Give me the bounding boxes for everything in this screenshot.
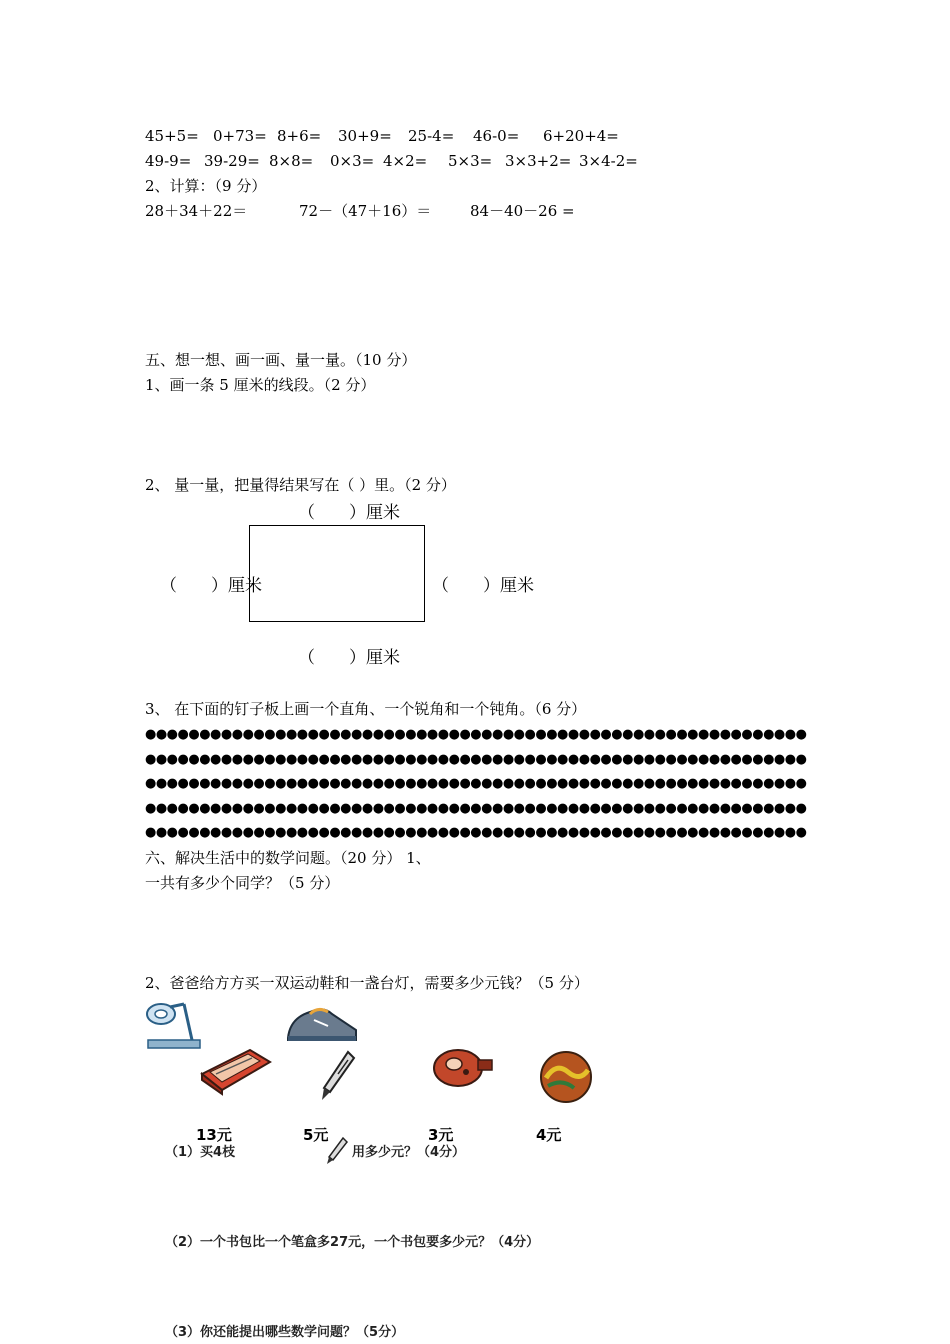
oral-item: 25-4= — [408, 127, 455, 145]
pencil-case-image — [196, 1046, 274, 1096]
oral-item: 8+6= — [277, 127, 322, 145]
sharpener-image — [428, 1044, 496, 1090]
pegboard-row: ●●●●●●●●●●●●●●●●●●●●●●●●●●●●●●●●●●●●●●●●●●●●●●●●●●●●●●●●●●●●● — [145, 752, 807, 767]
oral-item: 45+5= — [145, 127, 199, 145]
calc-item: 84－40－26 = — [470, 202, 575, 220]
section6-title: 六、解决生活中的数学问题。（20 分） 1、 — [145, 849, 431, 867]
calc-item: 72－（47＋16）＝ — [299, 202, 432, 220]
sub-question-3: （3）你还能提出哪些数学问题？（5分） — [165, 1325, 405, 1340]
oral-item: 0+73= — [213, 127, 267, 145]
sub-question-1-start: （1）买4枝 — [165, 1145, 236, 1160]
measure-label-left: （ ）厘米 — [160, 576, 262, 596]
price-eraser: 4元 — [536, 1126, 562, 1144]
calc-item: 28＋34＋22＝ — [145, 202, 248, 220]
oral-item: 39-29= — [204, 152, 260, 170]
pen-image — [318, 1048, 358, 1104]
pegboard-row: ●●●●●●●●●●●●●●●●●●●●●●●●●●●●●●●●●●●●●●●●●●●●●●●●●●●●●●●●●●●●● — [145, 801, 807, 816]
measure-label-top: （ ）厘米 — [298, 503, 400, 523]
oral-item: 46-0= — [473, 127, 520, 145]
small-pen-icon — [325, 1136, 349, 1166]
eraser-image — [534, 1050, 598, 1104]
sub-question-1-end: 用多少元？（4分） — [352, 1145, 466, 1160]
price-pen: 5元 — [303, 1126, 329, 1144]
oral-item: 49-9= — [145, 152, 192, 170]
oral-item: 3×3+2= — [505, 152, 572, 170]
price-pencil-case: 13元 — [196, 1126, 232, 1144]
question-5-3: 3、 在下面的钉子板上画一个直角、一个锐角和一个钝角。（6 分） — [145, 700, 587, 718]
desk-lamp-image — [144, 996, 202, 1052]
calc-title: 2、计算：（9 分） — [145, 177, 267, 195]
pegboard-row: ●●●●●●●●●●●●●●●●●●●●●●●●●●●●●●●●●●●●●●●●●●●●●●●●●●●●●●●●●●●●● — [145, 776, 807, 791]
pegboard-row: ●●●●●●●●●●●●●●●●●●●●●●●●●●●●●●●●●●●●●●●●●●●●●●●●●●●●●●●●●●●●● — [145, 825, 807, 840]
question-5-1: 1、画一条 5 厘米的线段。（2 分） — [145, 376, 376, 394]
oral-item: 4×2= — [383, 152, 428, 170]
oral-item: 8×8= — [269, 152, 314, 170]
oral-item: 30+9= — [338, 127, 392, 145]
sub-question-2: （2）一个书包比一个笔盒多27元，一个书包要多少元？（4分） — [165, 1235, 540, 1250]
section5-title: 五、想一想、画一画、量一量。（10 分） — [145, 351, 417, 369]
measure-rectangle — [249, 525, 425, 622]
question-6-2: 2、爸爸给方方买一双运动鞋和一盏台灯，需要多少元钱？（5 分） — [145, 974, 589, 992]
question-6-1: 一共有多少个同学？（5 分） — [145, 874, 340, 892]
oral-item: 6+20+4= — [543, 127, 619, 145]
measure-label-bottom: （ ）厘米 — [298, 648, 400, 668]
oral-item: 3×4-2= — [579, 152, 638, 170]
oral-item: 5×3= — [448, 152, 493, 170]
oral-item: 0×3= — [330, 152, 375, 170]
question-5-2: 2、 量一量，把量得结果写在（ ）里。（2 分） — [145, 476, 456, 494]
price-sharpener: 3元 — [428, 1126, 454, 1144]
sneaker-image — [284, 1000, 360, 1044]
pegboard-row: ●●●●●●●●●●●●●●●●●●●●●●●●●●●●●●●●●●●●●●●●●●●●●●●●●●●●●●●●●●●●● — [145, 727, 807, 742]
measure-label-right: （ ）厘米 — [432, 576, 534, 596]
